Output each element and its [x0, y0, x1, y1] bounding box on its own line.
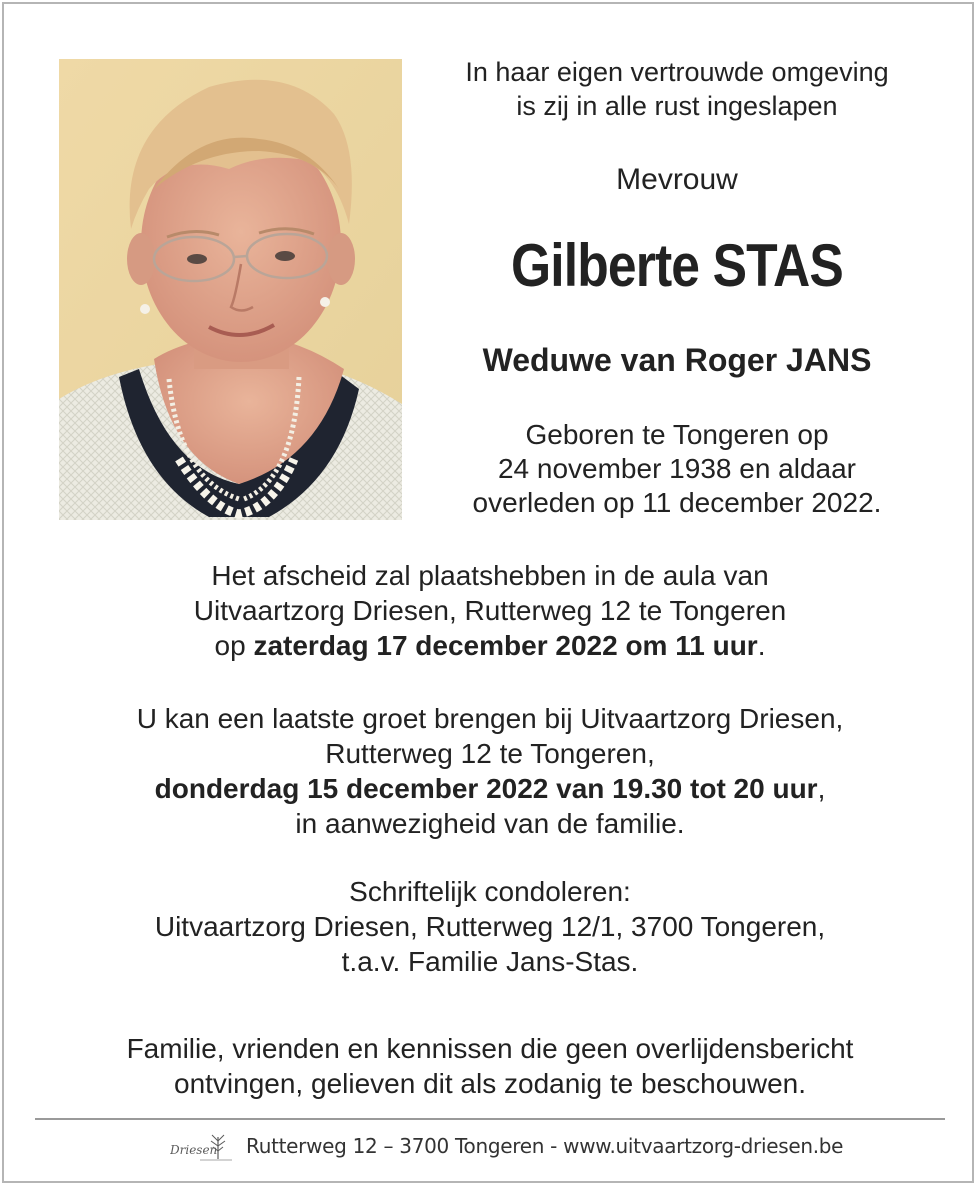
farewell-prefix: op [214, 630, 254, 661]
greeting-line-3 [30, 771, 950, 806]
birth-line-2: 24 november 1938 en aldaar [497, 453, 857, 484]
footer [170, 1126, 843, 1166]
intro-line-2: is zij in alle rust ingeslapen [516, 91, 838, 121]
condolence-paragraph [30, 874, 950, 979]
farewell-paragraph [30, 558, 950, 663]
footer-address: Rutterweg 12 – 3700 Tongeren - www.uitvaartzorg-driesen.be [246, 1134, 844, 1158]
farewell-line-2: Uitvaartzorg Driesen, Rutterweg 12 te Tongeren [193, 595, 787, 626]
condolence-line-1: Schriftelijk condoleren: [349, 876, 631, 907]
notice-line-2: ontvingen, gelieven dit als zodanig te beschouwen. [174, 1068, 806, 1099]
birth-line-1: Geboren te Tongeren op [525, 419, 829, 450]
driesen-logo-icon [170, 1127, 232, 1165]
farewell-date: zaterdag 17 december 2022 om 11 uur [253, 630, 758, 661]
birth-line-3: overleden op 11 december 2022. [472, 487, 882, 518]
deceased-name: Gilberte STAS [511, 232, 843, 299]
farewell-line-3 [30, 628, 950, 663]
honorific: Mevrouw [616, 163, 738, 196]
logo-text: Driesen [170, 1143, 218, 1157]
intro-text [420, 55, 934, 123]
notice-paragraph [30, 1031, 950, 1101]
condolence-line-2: Uitvaartzorg Driesen, Rutterweg 12/1, 3700 Tongeren, [154, 911, 826, 942]
footer-divider [35, 1118, 945, 1120]
greeting-suffix: , [817, 773, 826, 804]
greeting-line-1: U kan een laatste groet brengen bij Uitvaartzorg Driesen, [136, 703, 844, 734]
farewell-suffix: . [757, 630, 766, 661]
intro-line-1: In haar eigen vertrouwde omgeving [465, 57, 889, 87]
notice-line-1: Familie, vrienden en kennissen die geen overlijdensbericht [126, 1033, 854, 1064]
farewell-line-1: Het afscheid zal plaatshebben in de aula van [211, 560, 769, 591]
greeting-line-2: Rutterweg 12 te Tongeren, [325, 738, 655, 769]
condolence-line-3: t.a.v. Familie Jans-Stas. [341, 946, 639, 977]
spouse-line: Weduwe van Roger JANS [482, 342, 872, 378]
greeting-date: donderdag 15 december 2022 van 19.30 tot 20 uur [154, 773, 818, 804]
greeting-line-4: in aanwezigheid van de familie. [295, 808, 685, 839]
portrait-photo [59, 59, 402, 520]
birth-death-text [420, 418, 934, 520]
greeting-paragraph [30, 701, 950, 841]
